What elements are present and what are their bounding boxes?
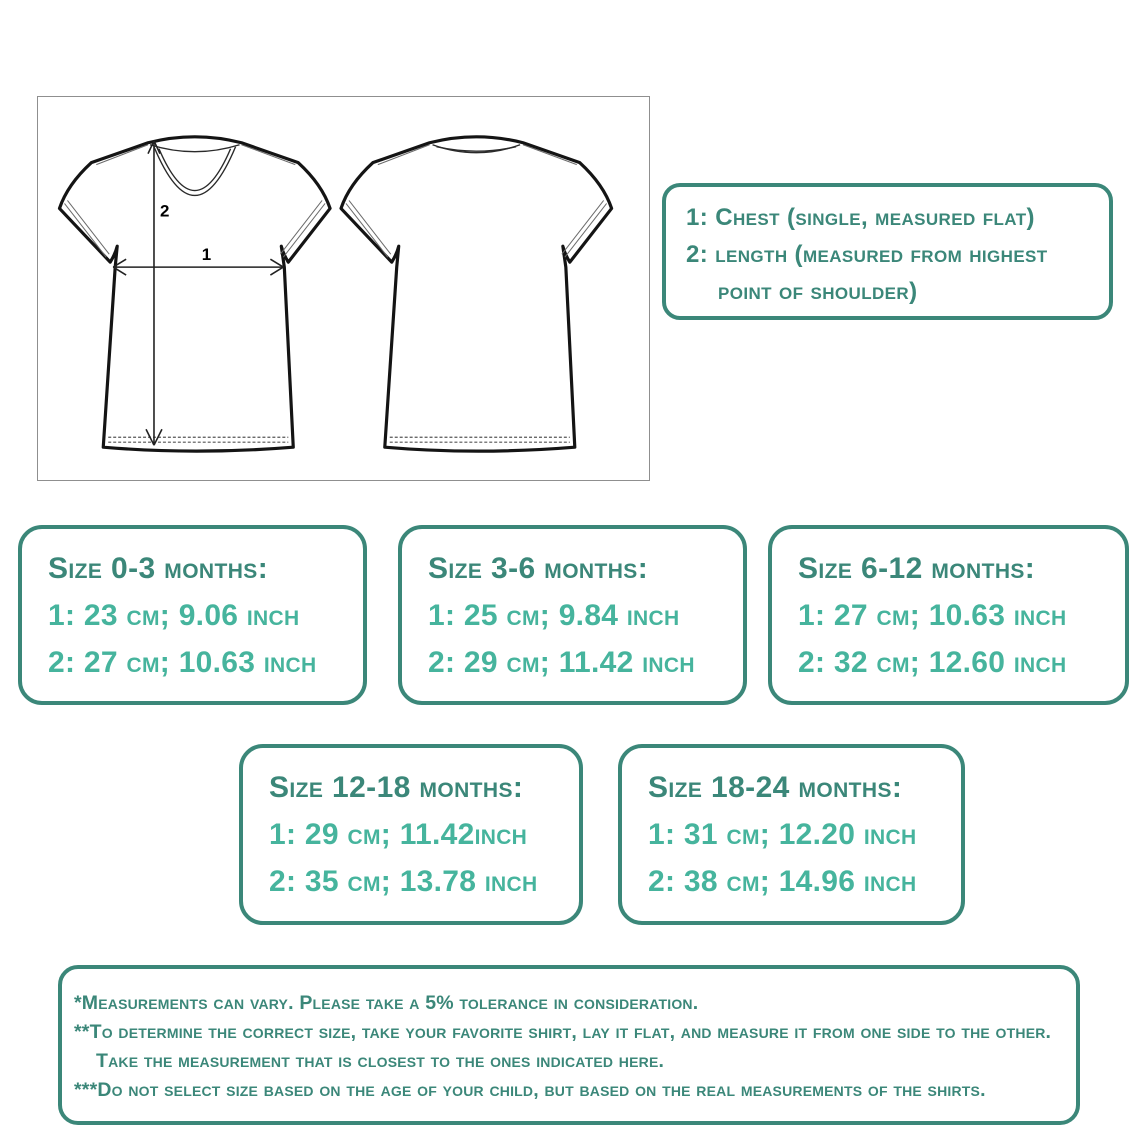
legend-line-length-cont: point of shoulder) xyxy=(718,278,918,305)
size-title: Size 6-12 months: xyxy=(798,552,1036,585)
size-chest-line: 1: 23 cm; 9.06 inch xyxy=(48,599,300,632)
size-chest-line: 1: 29 cm; 11.42inch xyxy=(269,818,528,851)
footnote-how-to-measure: **To determine the correct size, take your favorite shirt, lay it flat, and measure it from one side to the other. xyxy=(74,1021,1052,1043)
size-box-12-18-months xyxy=(239,744,583,925)
size-title: Size 0-3 months: xyxy=(48,552,269,585)
tshirt-back-illustration xyxy=(341,137,612,451)
size-title: Size 3-6 months: xyxy=(428,552,649,585)
size-chest-line: 1: 31 cm; 12.20 inch xyxy=(648,818,917,851)
size-length-line: 2: 35 cm; 13.78 inch xyxy=(269,865,538,898)
shirt-diagram-illustration xyxy=(38,97,649,480)
tshirt-front-illustration xyxy=(59,137,330,451)
size-box-18-24-months xyxy=(618,744,965,925)
size-box-3-6-months xyxy=(398,525,747,705)
size-length-line: 2: 32 cm; 12.60 inch xyxy=(798,646,1067,679)
size-length-line: 2: 29 cm; 11.42 inch xyxy=(428,646,695,679)
measurement-legend-box xyxy=(662,183,1113,320)
shirt-diagram-box xyxy=(37,96,650,481)
length-measure-label: 2 xyxy=(159,201,170,221)
size-length-line: 2: 38 cm; 14.96 inch xyxy=(648,865,917,898)
legend-line-length: 2: length (measured from highest xyxy=(686,241,1048,268)
size-chest-line: 1: 27 cm; 10.63 inch xyxy=(798,599,1067,632)
size-chest-line: 1: 25 cm; 9.84 inch xyxy=(428,599,680,632)
legend-line-chest: 1: Chest (single, measured flat) xyxy=(686,204,1035,231)
footnotes-box xyxy=(58,965,1080,1125)
size-box-6-12-months xyxy=(768,525,1129,705)
footnote-tolerance: *Measurements can vary. Please take a 5% tolerance in consideration. xyxy=(74,992,699,1014)
footnote-how-to-measure-cont: Take the measurement that is closest to the ones indicated here. xyxy=(96,1050,665,1072)
size-length-line: 2: 27 cm; 10.63 inch xyxy=(48,646,317,679)
footnote-age-warning: ***Do not select size based on the age of your child, but based on the real measurements of the shirts. xyxy=(74,1079,986,1101)
size-title: Size 12-18 months: xyxy=(269,771,524,804)
size-box-0-3-months xyxy=(18,525,367,705)
chest-measure-label: 1 xyxy=(201,245,212,265)
size-title: Size 18-24 months: xyxy=(648,771,903,804)
